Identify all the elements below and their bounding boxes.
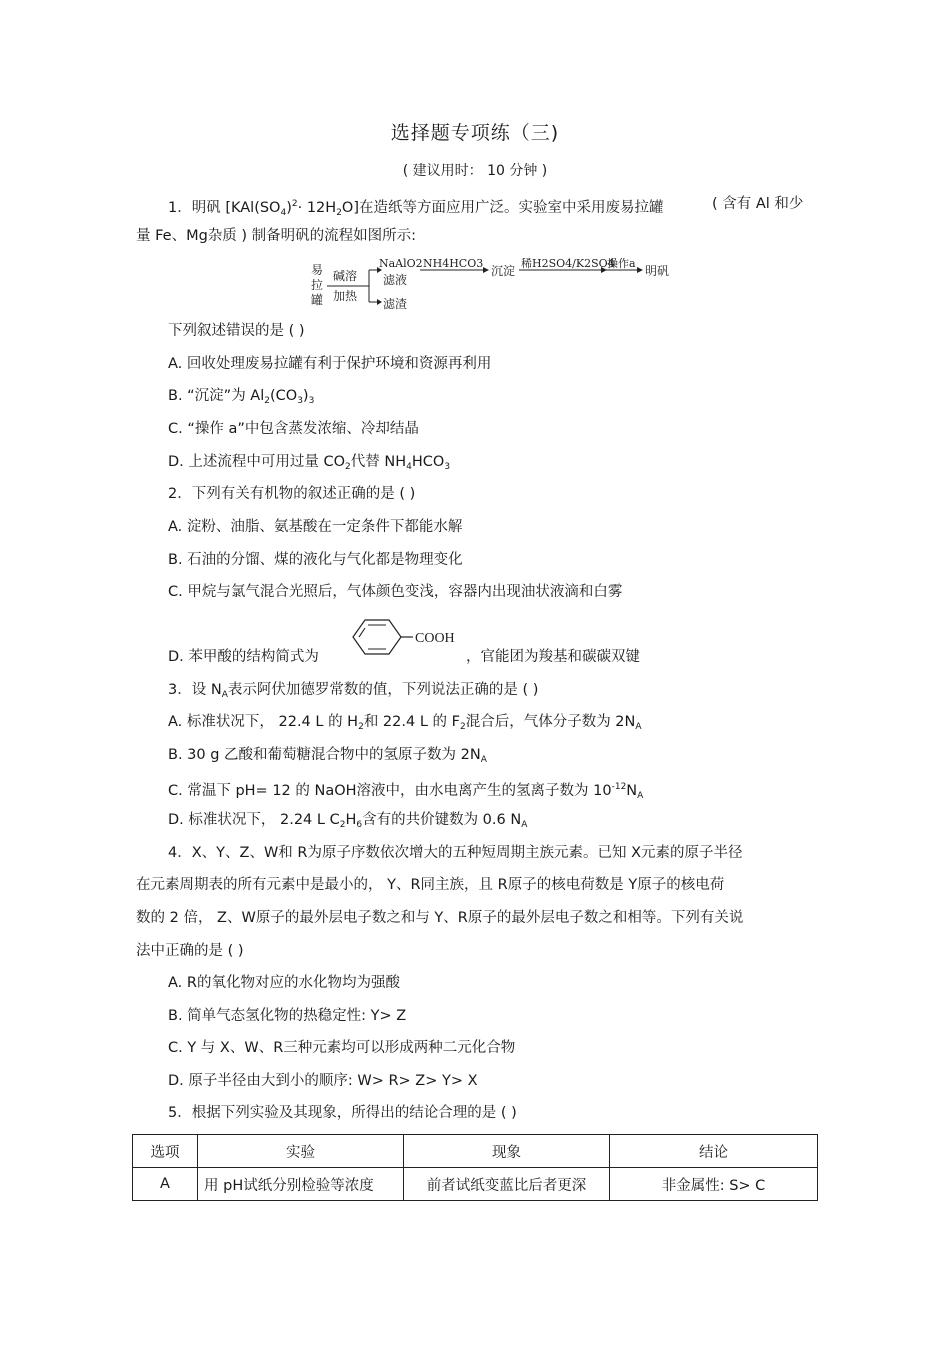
q2-option-b: B. 石油的分馏、煤的液化与气化都是物理变化 bbox=[168, 552, 463, 568]
flow-final: 明矾 bbox=[645, 264, 670, 278]
q2-option-d: D. 苯甲酸的结构简式为 bbox=[168, 649, 319, 665]
table-cell: 非金属性: S> C bbox=[610, 1168, 818, 1201]
table-header-cell: 选项 bbox=[133, 1135, 198, 1168]
q1-option-c: C. “操作 a”中包含蒸发浓缩、冷却结晶 bbox=[168, 421, 419, 437]
q2-option-c: C. 甲烷与氯气混合光照后，气体颜色变浅，容器内出现油状液滴和白雾 bbox=[168, 584, 623, 600]
page-subtitle: ( 建议用时： 10 分钟 ) bbox=[402, 163, 548, 179]
flow-op: 操作a bbox=[607, 258, 636, 270]
q1-flow-diagram bbox=[305, 258, 685, 314]
benzoic-acid-structure bbox=[345, 614, 470, 660]
q3-option-c: C. 常温下 pH= 12 的 NaOH溶液中，由水电离产生的氢离子数为 $10^{-12}N_A$ bbox=[168, 782, 644, 801]
q4-option-d: D. 原子半径由大到小的顺序: W> R> Z> Y> X bbox=[168, 1073, 478, 1089]
q1-stem: 下列叙述错误的是 ( ) bbox=[168, 323, 305, 339]
flow-branch-bottom: 滤渣 bbox=[383, 297, 408, 311]
table-header-cell: 结论 bbox=[610, 1135, 818, 1168]
table-cell: 前者试纸变蓝比后者更深 bbox=[404, 1168, 610, 1201]
q1-line1-tail: ( 含有 Al 和少 bbox=[712, 196, 804, 212]
table-header-row bbox=[133, 1135, 818, 1168]
q4-option-b: B. 简单气态氢化物的热稳定性: Y> Z bbox=[168, 1008, 407, 1024]
table-header-cell: 现象 bbox=[404, 1135, 610, 1168]
q2-stem: 2．下列有关有机物的叙述正确的是 ( ) bbox=[168, 486, 416, 502]
q2-option-a: A. 淀粉、油脂、氨基酸在一定条件下都能水解 bbox=[168, 519, 463, 535]
table-cell: A bbox=[133, 1168, 198, 1201]
q5-table bbox=[132, 1134, 818, 1201]
q4-line1: 4．X、Y、Z、W和 R为原子序数依次增大的五种短周期主族元素。已知 X元素的原子半径 bbox=[168, 845, 743, 861]
flow-branch-top: 滤液 bbox=[383, 273, 408, 287]
q5-stem: 5．根据下列实验及其现象，所得出的结论合理的是 ( ) bbox=[168, 1105, 517, 1121]
q3-stem: 3．设 $N_A$表示阿伏加德罗常数的值，下列说法正确的是 ( ) bbox=[168, 682, 539, 700]
q4-option-a: A. R的氧化物对应的水化物均为强酸 bbox=[168, 975, 400, 991]
q4-option-c: C. Y 与 X、W、R三种元素均可以形成两种二元化合物 bbox=[168, 1040, 516, 1056]
table-cell: 用 pH试纸分别检验等浓度 bbox=[198, 1168, 404, 1201]
table-header-cell: 实验 bbox=[198, 1135, 404, 1168]
q1-option-b: B. “沉淀”为 $Al_2(CO_3)_3$ bbox=[168, 388, 315, 406]
flow-branch-top-reagent: NaAlO2 bbox=[379, 258, 423, 270]
q3-option-a: A. 标准状况下， 22.4 L 的 $H_2$和 22.4 L 的 $F_2$混合后，气体分子数为 $2N_A$ bbox=[168, 714, 642, 732]
q1-line2: 量 Fe、Mg杂质 ) 制备明矾的流程如图所示: bbox=[136, 228, 417, 244]
q4-line3: 数的 2 倍， Z、W原子的最外层电子数之和与 Y、R原子的最外层电子数之和相等。下列有关说 bbox=[136, 910, 744, 926]
table-row bbox=[133, 1168, 818, 1201]
q1-option-a: A. 回收处理废易拉罐有利于保护环境和资源再利用 bbox=[168, 356, 492, 372]
q1-option-d: D. 上述流程中可用过量 $CO_2$代替 $NH_4HCO_3$ bbox=[168, 454, 451, 472]
flow-product2: 沉淀 bbox=[491, 264, 516, 278]
q4-line2: 在元素周期表的所有元素中是最小的， Y、R同主族，且 R原子的核电荷数是 Y原子的核电荷 bbox=[136, 877, 725, 893]
q3-option-d: D. 标准状况下， 2.24 L $C_2H_6$含有的共价键数为 0.6 $N_A$ bbox=[168, 812, 528, 830]
flow-step1-bottom: 加热 bbox=[333, 289, 358, 303]
flow-reagent2: NH4HCO3 bbox=[423, 258, 484, 270]
q3-option-b: B. 30 g 乙酸和葡萄糖混合物中的氢原子数为 $2N_A$ bbox=[168, 747, 487, 765]
flow-start-3: 罐 bbox=[311, 293, 324, 307]
q1-line1: 1．明矾 $[KAl(SO_4)^2\cdot 12H_2O]$在造纸等方面应用广泛。实验室中采用废易拉罐 bbox=[168, 199, 664, 218]
flow-start-2: 拉 bbox=[311, 278, 324, 292]
q4-line4: 法中正确的是 ( ) bbox=[136, 943, 244, 959]
cooh-label: COOH bbox=[415, 631, 455, 646]
q2-option-d-tail: ，官能团为羧基和碳碳双键 bbox=[466, 649, 640, 665]
page-title: 选择题专项练（三) bbox=[390, 122, 560, 144]
flow-step1-top: 碱溶 bbox=[333, 269, 358, 283]
flow-reagent3: 稀H2SO4/K2SO4 bbox=[521, 258, 615, 270]
flow-start-1: 易 bbox=[311, 263, 324, 277]
